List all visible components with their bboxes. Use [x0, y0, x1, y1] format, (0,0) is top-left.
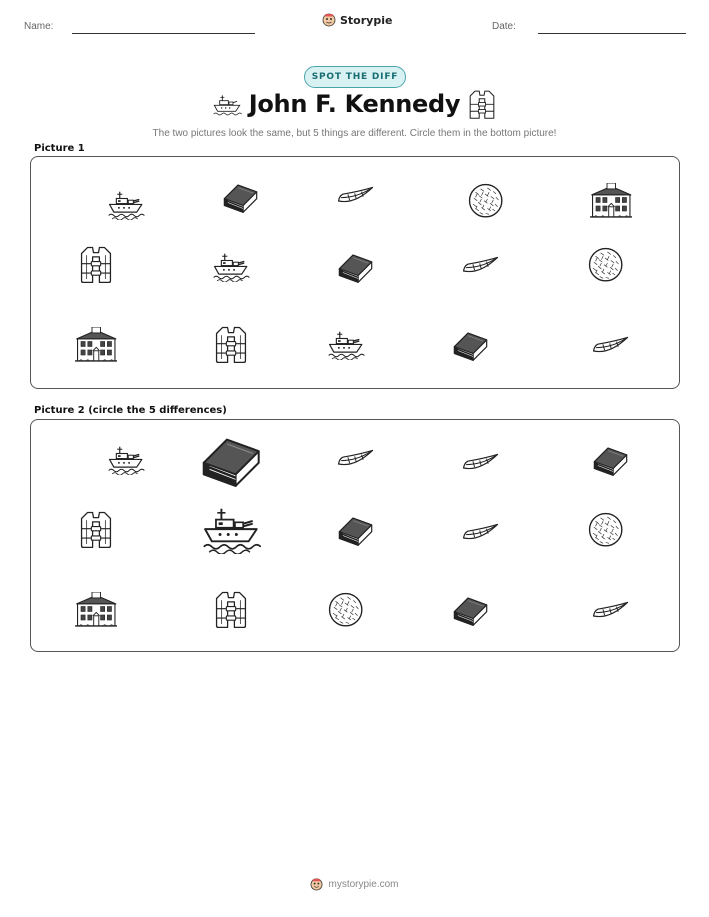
picture-2-item[interactable] — [461, 451, 500, 473]
canoe-icon — [461, 521, 500, 543]
picture-1-item — [336, 250, 375, 284]
canoe-icon — [336, 184, 375, 206]
life-vest-icon — [214, 590, 248, 629]
book-icon — [221, 180, 260, 214]
name-line[interactable] — [72, 33, 255, 34]
picture-1-item — [591, 334, 630, 356]
storypie-logo-icon — [310, 878, 323, 891]
life-vest-icon — [79, 245, 113, 284]
coconut-icon — [587, 246, 624, 283]
picture-2-item[interactable] — [591, 443, 630, 477]
picture-1-item — [461, 254, 500, 276]
picture-2-item[interactable] — [336, 447, 375, 469]
picture-2-item[interactable] — [591, 599, 630, 621]
life-vest-icon — [79, 510, 113, 549]
name-label: Name: — [24, 21, 54, 32]
boat-icon — [212, 252, 249, 283]
canoe-icon — [591, 599, 630, 621]
coconut-icon — [467, 182, 504, 219]
picture-1-item — [327, 330, 364, 361]
boat-icon — [327, 330, 364, 361]
footer-url: mystorypie.com — [328, 879, 399, 890]
picture-1-label: Picture 1 — [34, 143, 85, 154]
picture-2-item[interactable] — [75, 592, 118, 628]
book-icon — [336, 250, 375, 284]
house-icon — [75, 327, 118, 363]
picture-2-item[interactable] — [461, 521, 500, 543]
picture-1-item — [587, 246, 624, 283]
picture-1-item — [467, 182, 504, 219]
picture-1-item — [107, 190, 144, 221]
brand-name: Storypie — [340, 13, 393, 27]
spot-the-diff-badge: SPOT THE DIFF — [304, 66, 406, 88]
picture-1-panel — [30, 156, 680, 389]
picture-2-item[interactable] — [327, 591, 364, 628]
boat-icon — [107, 190, 144, 221]
date-label: Date: — [492, 21, 516, 32]
life-vest-icon — [214, 325, 248, 364]
storypie-logo-icon — [322, 13, 336, 27]
book-icon — [451, 328, 490, 362]
instructions: The two pictures look the same, but 5 things are different. Circle them in the bottom picture! — [152, 128, 557, 139]
book-icon — [451, 593, 490, 627]
picture-1-item — [79, 245, 113, 284]
picture-2-item[interactable] — [107, 445, 144, 476]
picture-2-item[interactable] — [336, 513, 375, 547]
picture-1-item — [451, 328, 490, 362]
house-icon — [590, 183, 633, 219]
picture-1-item — [221, 180, 260, 214]
coconut-icon — [327, 591, 364, 628]
picture-1-item — [214, 325, 248, 364]
picture-2-item[interactable] — [79, 510, 113, 549]
picture-2-item[interactable] — [201, 506, 261, 555]
picture-1-item — [590, 183, 633, 219]
brand — [322, 13, 392, 27]
book-icon — [591, 443, 630, 477]
house-icon — [75, 592, 118, 628]
canoe-icon — [461, 451, 500, 473]
canoe-icon — [591, 334, 630, 356]
canoe-icon — [461, 254, 500, 276]
boat-icon — [201, 506, 261, 555]
picture-1-item — [336, 184, 375, 206]
book-icon — [198, 431, 264, 489]
boat-icon — [107, 445, 144, 476]
picture-1-item — [212, 252, 249, 283]
life-vest-icon — [468, 89, 496, 126]
picture-2-item[interactable] — [214, 590, 248, 629]
picture-1-item — [75, 327, 118, 363]
picture-2-item[interactable] — [451, 593, 490, 627]
picture-2-label: Picture 2 (circle the 5 differences) — [34, 405, 227, 416]
picture-2-item[interactable] — [587, 511, 624, 548]
book-icon — [336, 513, 375, 547]
picture-2-panel[interactable] — [30, 419, 680, 652]
canoe-icon — [336, 447, 375, 469]
coconut-icon — [587, 511, 624, 548]
footer — [0, 878, 709, 891]
page-title: John F. Kennedy — [248, 90, 461, 118]
date-line[interactable] — [538, 33, 686, 34]
picture-2-item[interactable] — [198, 431, 264, 489]
